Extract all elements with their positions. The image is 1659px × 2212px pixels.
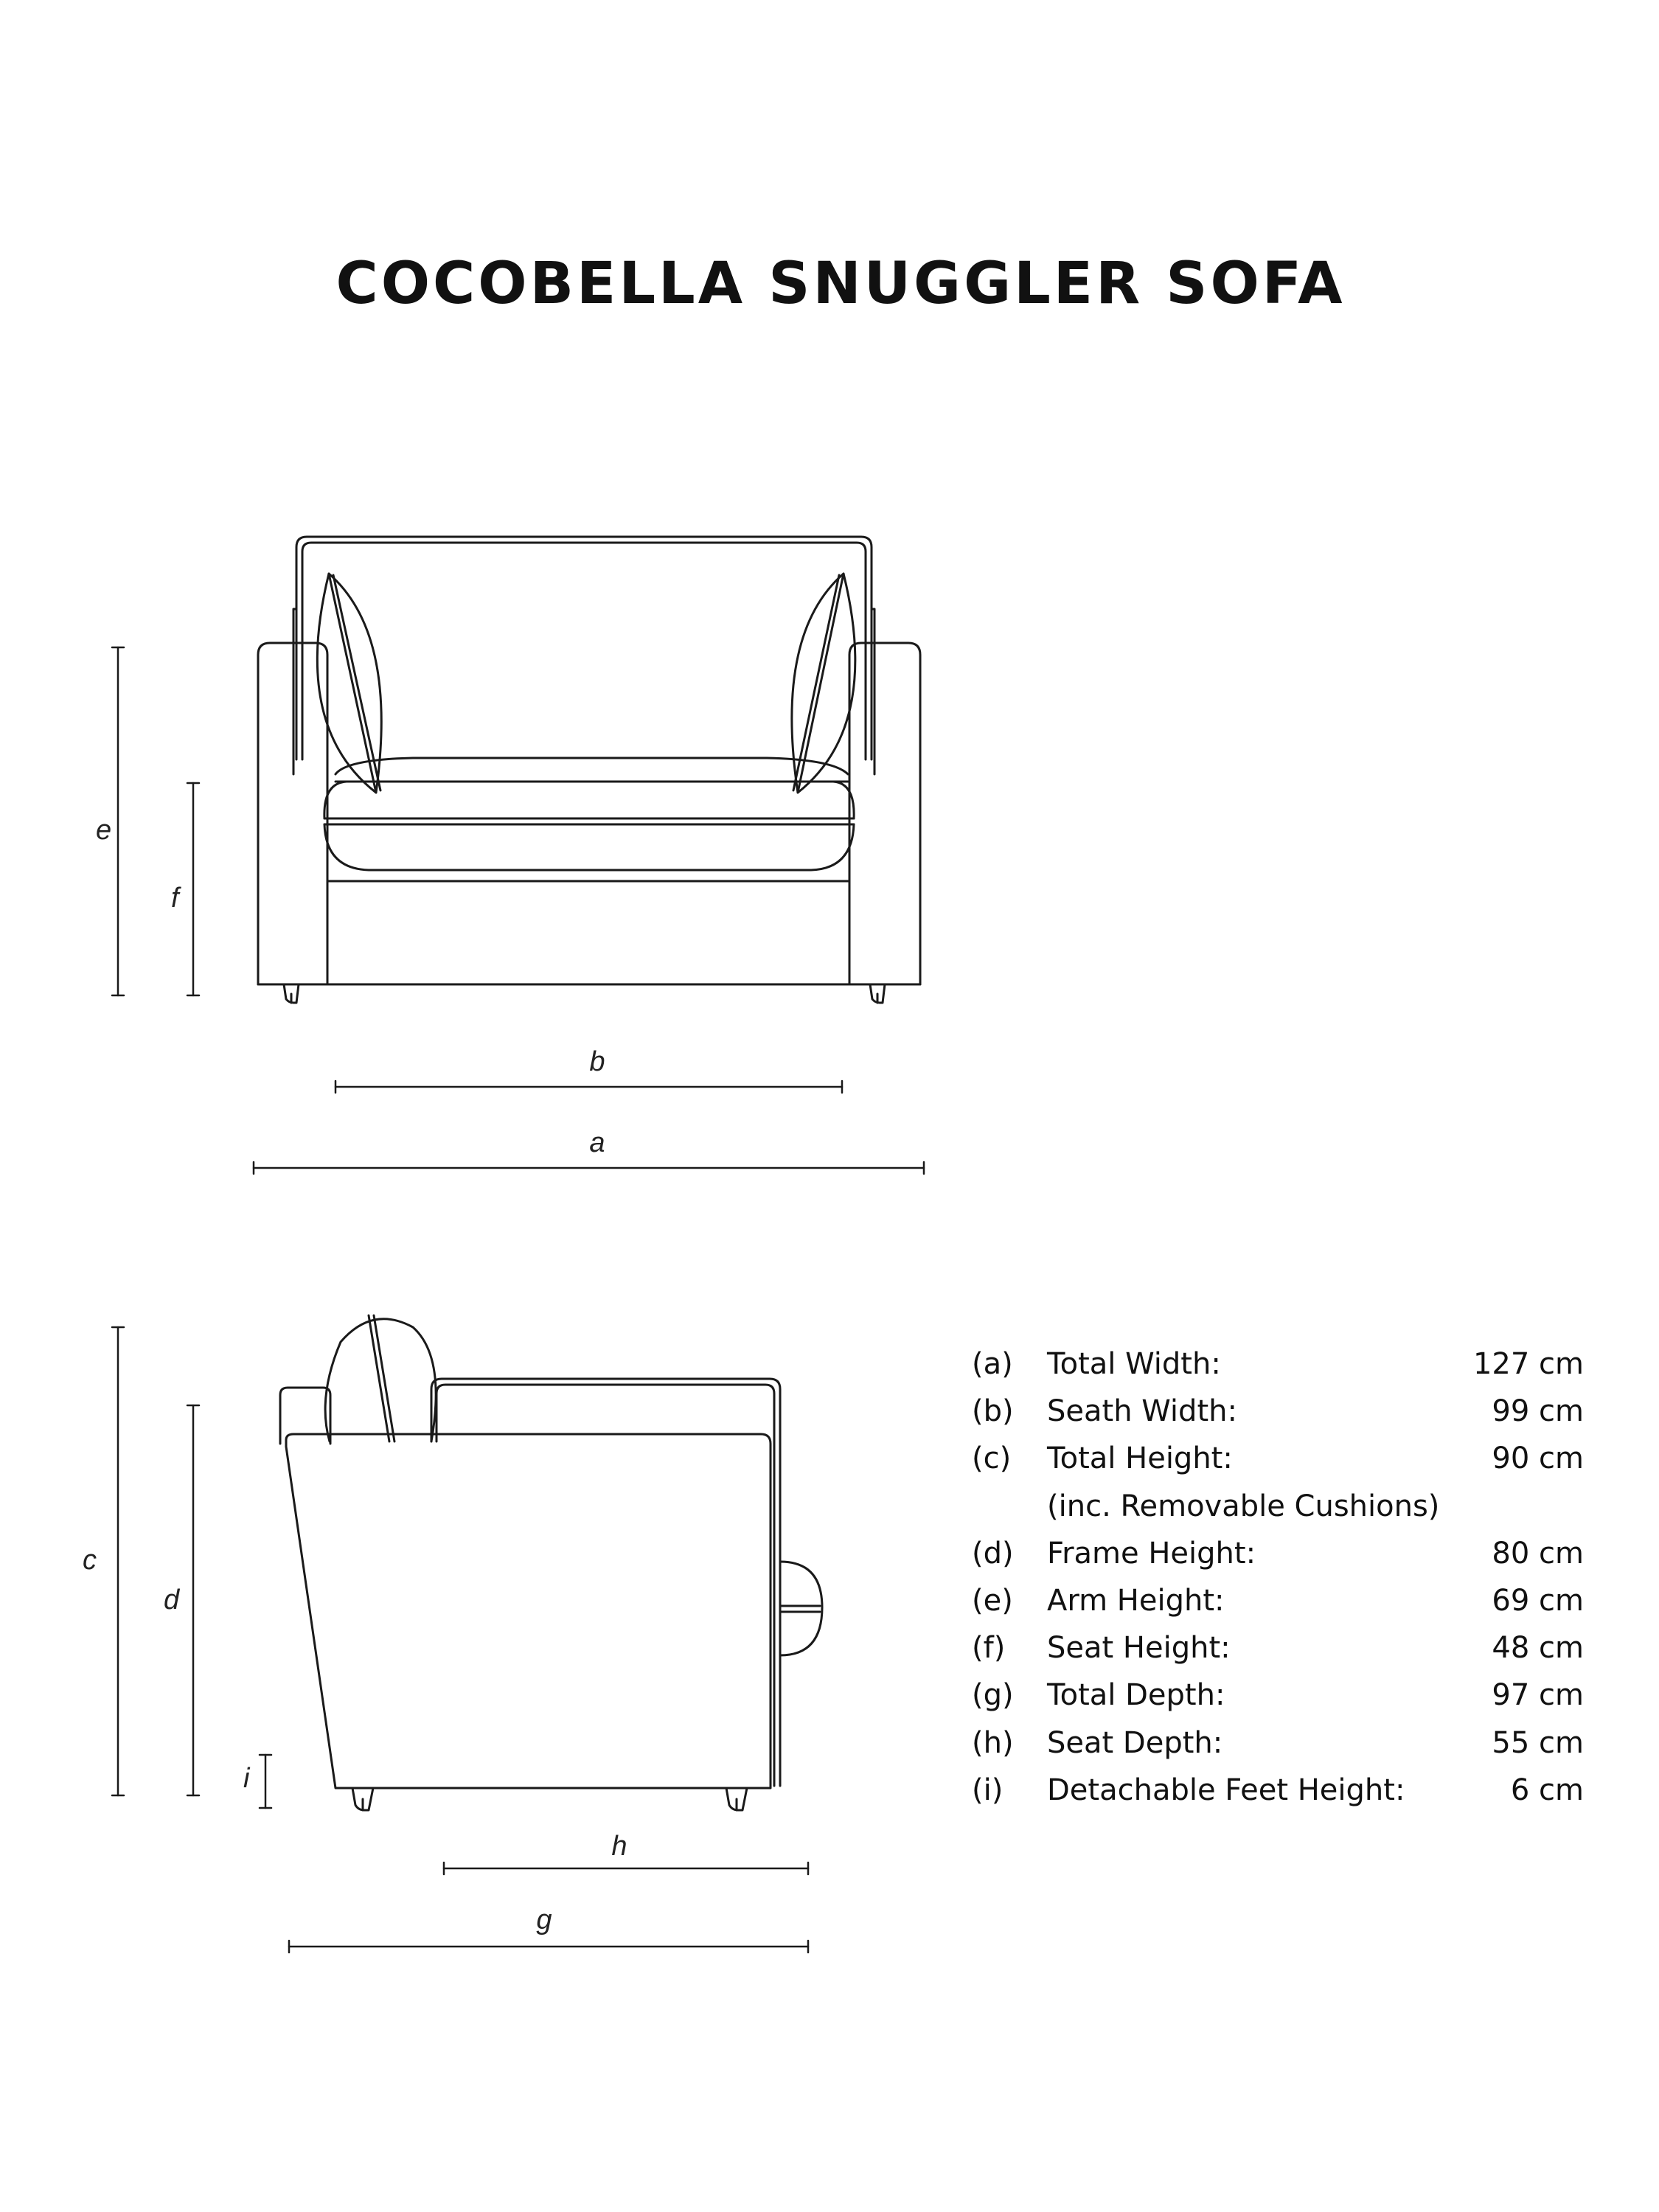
dim-label-d: d xyxy=(164,1585,180,1615)
spec-label: Seat Height: xyxy=(1047,1631,1231,1666)
front-view-dimensions xyxy=(112,647,924,1174)
spec-label: Seath Width: xyxy=(1047,1394,1237,1429)
spec-label: Seat Depth: xyxy=(1047,1725,1223,1760)
dim-i-line xyxy=(260,1755,271,1808)
dim-label-e: e xyxy=(96,815,112,846)
spec-row xyxy=(972,1530,1584,1577)
spec-row xyxy=(972,1340,1584,1388)
spec-key: (g) xyxy=(972,1678,1014,1713)
spec-value: 48 cm xyxy=(1492,1631,1584,1666)
spec-row xyxy=(972,1483,1584,1530)
side-view-dimensions xyxy=(112,1327,808,1952)
spec-key: (c) xyxy=(972,1441,1012,1476)
dim-h-line xyxy=(444,1863,808,1874)
spec-value: 97 cm xyxy=(1492,1678,1584,1713)
spec-value: 80 cm xyxy=(1492,1536,1584,1571)
front-scatter-cushion xyxy=(780,1562,822,1655)
spec-row xyxy=(972,1435,1584,1482)
dim-label-h: h xyxy=(611,1831,627,1862)
spec-row xyxy=(972,1672,1584,1719)
spec-value: 127 cm xyxy=(1472,1347,1584,1381)
dim-a-line xyxy=(254,1162,924,1174)
side-body xyxy=(286,1434,771,1788)
spec-value: 99 cm xyxy=(1492,1394,1584,1429)
page-title: COCOBELLA SNUGGLER SOFA xyxy=(335,251,1346,317)
side-scatter-cushion xyxy=(325,1319,436,1441)
dim-label-i: i xyxy=(243,1763,250,1794)
dim-f-line xyxy=(187,783,199,995)
dim-label-g: g xyxy=(536,1905,552,1935)
dim-d-line xyxy=(187,1405,199,1795)
right-arm xyxy=(849,643,920,984)
spec-key: (e) xyxy=(972,1583,1013,1618)
dim-label-a: a xyxy=(589,1127,605,1158)
spec-value: 69 cm xyxy=(1492,1583,1584,1618)
dim-label-c: c xyxy=(83,1545,97,1576)
side-view-sofa xyxy=(280,1315,822,1810)
spec-key: (a) xyxy=(972,1347,1013,1381)
spec-value: 6 cm xyxy=(1510,1773,1584,1807)
spec-row xyxy=(972,1388,1584,1435)
dimensions-spec-list xyxy=(972,1340,1584,1814)
dim-c-line xyxy=(112,1327,124,1795)
spec-row xyxy=(972,1719,1584,1767)
spec-row xyxy=(972,1767,1584,1814)
spec-value: 55 cm xyxy=(1492,1725,1584,1760)
spec-key: (d) xyxy=(972,1536,1014,1571)
spec-key: (f) xyxy=(972,1631,1006,1666)
spec-label: Total Width: xyxy=(1047,1347,1221,1381)
spec-key: (h) xyxy=(972,1725,1014,1760)
spec-row xyxy=(972,1577,1584,1624)
dim-g-line xyxy=(289,1941,808,1952)
spec-key: (i) xyxy=(972,1773,1004,1807)
spec-key: (b) xyxy=(972,1394,1014,1429)
spec-label: Detachable Feet Height: xyxy=(1047,1773,1405,1807)
spec-row xyxy=(972,1624,1584,1672)
front-view-sofa xyxy=(258,537,920,1003)
dim-label-f: f xyxy=(171,883,179,914)
spec-label: Total Depth: xyxy=(1047,1678,1225,1713)
spec-value: 90 cm xyxy=(1492,1441,1584,1476)
spec-label: Arm Height: xyxy=(1047,1583,1225,1618)
spec-label: Frame Height: xyxy=(1047,1536,1256,1571)
dim-label-b: b xyxy=(589,1046,605,1077)
spec-label: Total Height: xyxy=(1047,1441,1233,1476)
dim-b-line xyxy=(335,1081,842,1093)
spec-label: (inc. Removable Cushions) xyxy=(1047,1489,1440,1523)
dim-e-line xyxy=(112,647,124,995)
